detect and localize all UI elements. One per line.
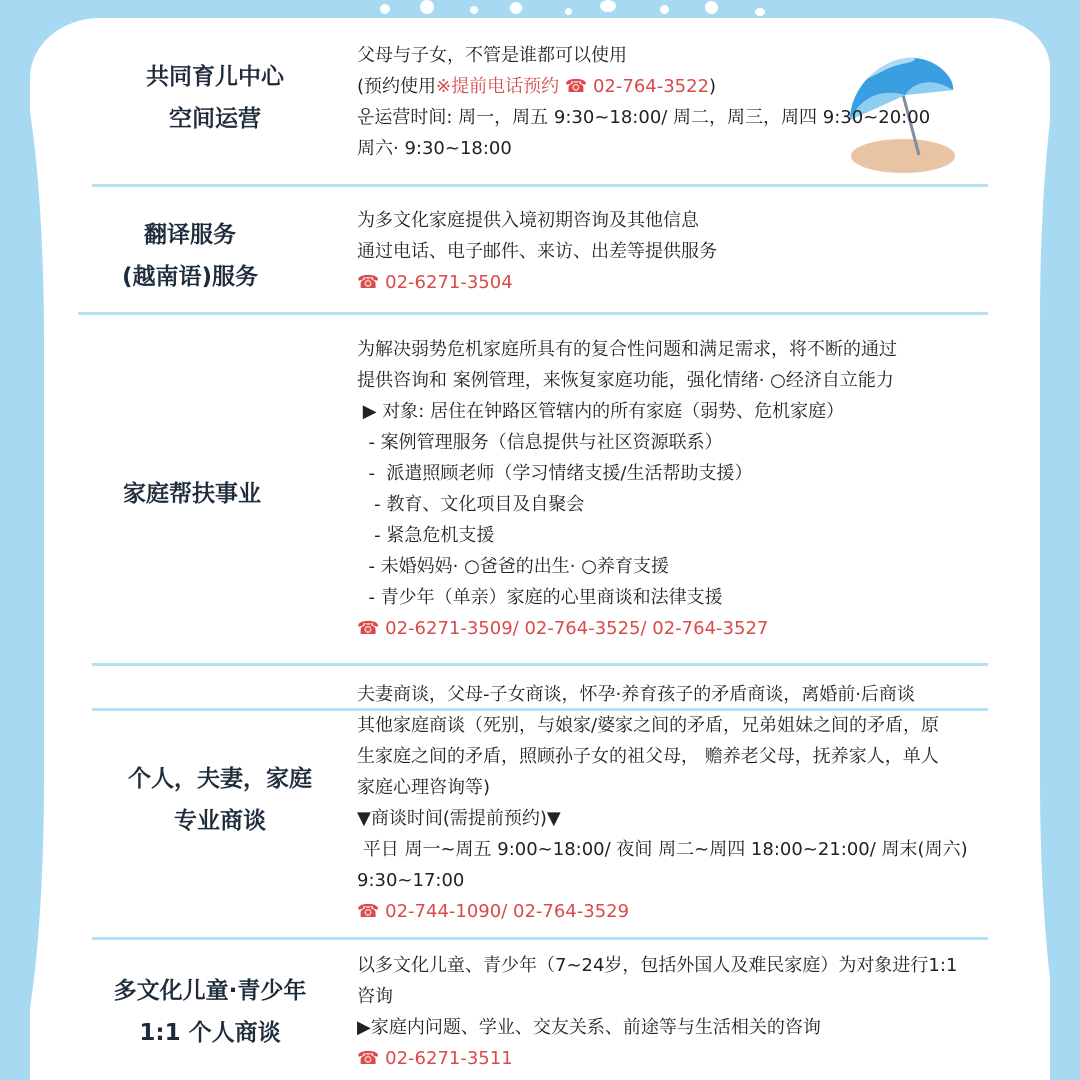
body-text: ) <box>709 76 717 97</box>
body-line: ▶家庭内问题、学业、交友关系、前途等与生活相关的咨询 <box>357 1017 821 1038</box>
body-line: 周六· 9:30~18:00 <box>357 138 512 159</box>
section-title-line: 家庭帮扶事业 <box>123 481 261 507</box>
section-body <box>357 334 1057 644</box>
body-line: - 未婚妈妈· ○爸爸的出生· ○养育支援 <box>357 556 669 577</box>
splash-dots <box>360 0 780 22</box>
body-line: - 青少年（单亲）家庭的心里商谈和法律支援 <box>357 587 723 608</box>
body-line: 提供咨询和 案例管理，来恢复家庭功能，强化情绪· ○经济自立能力 <box>357 370 894 391</box>
body-line: 咨询 <box>357 986 393 1007</box>
section-title-line: 空间运营 <box>169 106 261 132</box>
body-line: ▶ 对象: 居住在钟路区管辖内的所有家庭（弱势、危机家庭） <box>357 401 845 422</box>
phone-number: ☎ 02-6271-3511 <box>357 1048 513 1069</box>
section-body <box>357 950 1057 1074</box>
section-title <box>75 758 365 842</box>
section-title-line: 多文化儿童·青少年 <box>113 978 307 1004</box>
body-line: 其他家庭商谈（死别，与娘家/婆家之间的矛盾，兄弟姐妹之间的矛盾，原 <box>357 715 940 736</box>
body-line: 为多文化家庭提供入境初期咨询及其他信息 <box>357 210 699 231</box>
row-separator <box>78 312 988 315</box>
body-line: 家庭心理咨询等) <box>357 777 491 798</box>
body-line: 父母与子女，不管是谁都可以使用 <box>357 45 627 66</box>
section-title <box>72 473 312 515</box>
wavy-edge-left <box>0 40 44 1080</box>
body-line: 生家庭之间的矛盾，照顾孙子女的祖父母， 赡养老父母，抚养家人，单人 <box>357 746 939 767</box>
section-title <box>70 214 310 298</box>
body-line: - 派遣照顾老师（学习情绪支援/生活帮助支援） <box>357 463 753 484</box>
section-title <box>95 56 335 140</box>
body-text: (预约使用 <box>357 76 437 97</box>
section-body <box>357 679 1057 927</box>
row-separator <box>92 663 988 666</box>
body-line: - 案例管理服务（信息提供与社区资源联系） <box>357 432 723 453</box>
section-title <box>85 970 335 1054</box>
phone-number: ☎ 02-6271-3509/ 02-764-3525/ 02-764-3527 <box>357 618 769 639</box>
body-line: - 紧急危机支援 <box>357 525 495 546</box>
body-line: 平日 周一~周五 9:00~18:00/ 夜间 周二~周四 18:00~21:00/ 周末(周六) <box>357 839 968 860</box>
section-title-line: 1:1 个人商谈 <box>139 1020 281 1046</box>
body-line: 夫妻商谈，父母-子女商谈，怀孕·养育孩子的矛盾商谈，离婚前·后商谈 <box>357 684 915 705</box>
body-line: ▼商谈时间(需提前预约)▼ <box>357 808 561 829</box>
section-body <box>357 40 1057 164</box>
section-title-line: 专业商谈 <box>174 808 266 834</box>
body-line <box>357 71 1057 102</box>
phone-number: ☎ 02-6271-3504 <box>357 272 513 293</box>
phone-number: ☎ 02-744-1090/ 02-764-3529 <box>357 901 630 922</box>
row-separator <box>92 184 988 187</box>
section-title-line: 个人，夫妻，家庭 <box>128 766 312 792</box>
section-title-line: 共同育儿中心 <box>146 64 284 90</box>
phone-number: ※提前电话预约 ☎ 02-764-3522 <box>436 76 710 97</box>
section-body <box>357 205 1057 298</box>
body-line: 운运营时间: 周一，周五 9:30~18:00/ 周二，周三，周四 9:30~20:00 <box>357 107 931 128</box>
section-title-line: 翻译服务 <box>144 222 236 248</box>
body-line: - 教育、文化项目及自聚会 <box>357 494 585 515</box>
body-line: 9:30~17:00 <box>357 870 465 891</box>
body-line: 通过电话、电子邮件、来访、出差等提供服务 <box>357 241 717 262</box>
body-line: 以多文化儿童、青少年（7~24岁，包括外国人及难民家庭）为对象进行1:1 <box>357 955 958 976</box>
body-line: 为解决弱势危机家庭所具有的复合性问题和满足需求，将不断的通过 <box>357 339 897 360</box>
section-title-line: (越南语)服务 <box>121 264 259 290</box>
row-separator <box>92 937 988 940</box>
